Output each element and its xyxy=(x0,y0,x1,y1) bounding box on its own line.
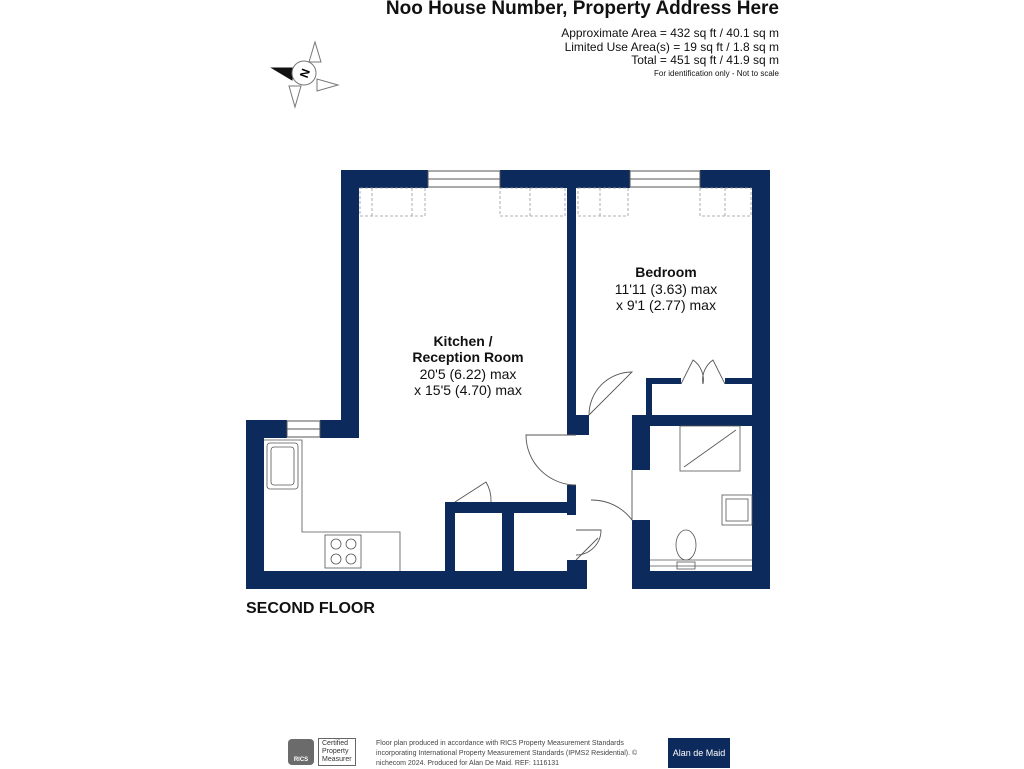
kitchen-fittings xyxy=(264,440,400,571)
wardrobe-door-left xyxy=(681,360,703,384)
wardrobe-door-right xyxy=(703,360,725,384)
rics-logo xyxy=(288,738,370,766)
footer-disclaimer: Floor plan produced in accordance with RICS Property Measurement Standards incorporating International Property Measurement Standards (IPMS2 Residential). © nichecom 2024. Produced for Alan De Maid. REF: 1116131 xyxy=(376,740,638,767)
hob-icon xyxy=(325,535,361,568)
kitchen-door xyxy=(526,435,576,485)
bedroom-door xyxy=(589,372,632,415)
rics-line-3: Measurer xyxy=(322,756,352,763)
total-area: Total = 451 sq ft / 41.9 sq m xyxy=(631,53,779,67)
brand-logo: Alan de Maid xyxy=(668,738,730,768)
rics-line-1: Certified xyxy=(322,740,349,747)
floor-label: SECOND FLOOR xyxy=(246,600,375,617)
compass-north-letter: N xyxy=(296,66,314,80)
entrance-door xyxy=(576,530,601,555)
approximate-area: Approximate Area = 432 sq ft / 40.1 sq m xyxy=(561,26,779,40)
basin-icon xyxy=(722,495,752,525)
limited-use-zones xyxy=(360,188,751,216)
limited-use-area: Limited Use Area(s) = 19 sq ft / 1.8 sq m xyxy=(564,40,779,54)
kitchen-dimension-2: x 15'5 (4.70) max xyxy=(414,382,522,398)
identification-note: For identification only - Not to scale xyxy=(654,69,779,78)
compass-icon xyxy=(272,42,338,107)
bedroom-dimension-2: x 9'1 (2.77) max xyxy=(616,297,716,313)
sink-icon xyxy=(267,443,298,489)
rics-certification xyxy=(318,738,356,766)
kitchen-name-line2: Reception Room xyxy=(412,349,524,365)
bedroom-dimension-1: 11'11 (3.63) max xyxy=(614,281,718,297)
plan-title: Noo House Number, Property Address Here xyxy=(385,0,779,19)
toilet-icon xyxy=(676,530,696,560)
kitchen-name-line1: Kitchen / xyxy=(433,333,493,349)
bathroom-fittings xyxy=(650,426,752,569)
cupboard-door xyxy=(455,482,491,502)
bedroom-name: Bedroom xyxy=(635,264,697,280)
rics-badge-icon: RICS xyxy=(288,739,314,765)
bathroom-door xyxy=(591,470,632,520)
rics-line-2: Property xyxy=(322,748,349,755)
kitchen-dimension-1: 20'5 (6.22) max xyxy=(419,366,517,382)
